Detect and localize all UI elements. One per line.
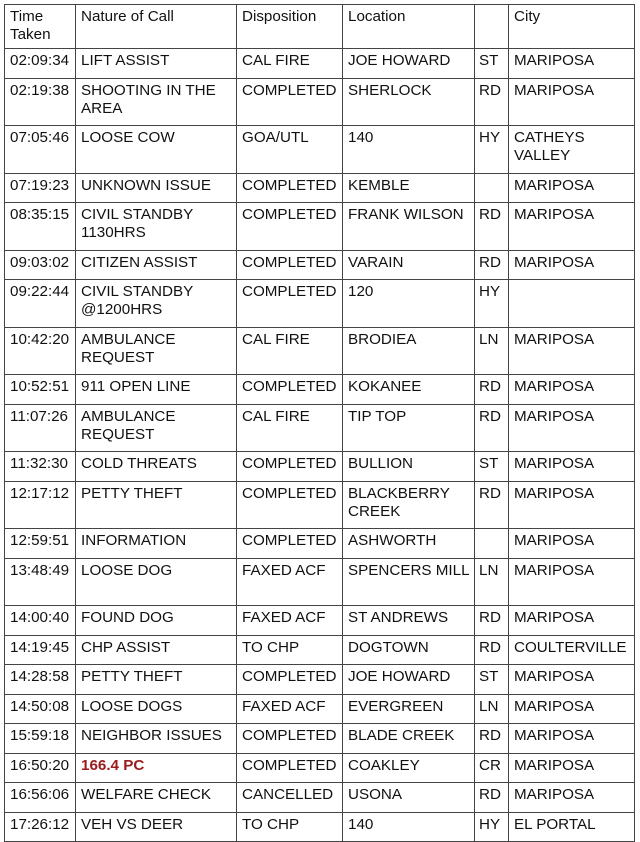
street-type-cell: RD: [475, 724, 509, 754]
header-street-type: [475, 5, 509, 49]
header-disposition: Disposition: [237, 5, 343, 49]
disposition-cell: GOA/UTL: [237, 126, 343, 174]
time-cell: 16:50:20: [5, 753, 76, 783]
call-cell: INFORMATION: [76, 529, 237, 559]
call-cell: LOOSE COW: [76, 126, 237, 174]
city-cell: MARIPOSA: [509, 173, 635, 203]
table-row: [5, 481, 635, 529]
street-type-cell: ST: [475, 452, 509, 482]
disposition-cell: CANCELLED: [237, 783, 343, 813]
street-type-cell: HY: [475, 280, 509, 328]
city-cell: MARIPOSA: [509, 481, 635, 529]
street-type-cell: HY: [475, 126, 509, 174]
table-row: [5, 126, 635, 174]
location-cell: BRODIEA: [343, 327, 475, 375]
location-cell: VARAIN: [343, 250, 475, 280]
header-location: Location: [343, 5, 475, 49]
city-cell: MARIPOSA: [509, 203, 635, 251]
time-cell: 10:52:51: [5, 375, 76, 405]
disposition-cell: COMPLETED: [237, 173, 343, 203]
city-cell: MARIPOSA: [509, 78, 635, 126]
location-cell: ASHWORTH: [343, 529, 475, 559]
city-cell: MARIPOSA: [509, 452, 635, 482]
disposition-cell: FAXED ACF: [237, 558, 343, 606]
city-cell: MARIPOSA: [509, 606, 635, 636]
street-type-cell: RD: [475, 375, 509, 405]
location-cell: KOKANEE: [343, 375, 475, 405]
table-row: [5, 173, 635, 203]
table-row: [5, 724, 635, 754]
time-cell: 13:48:49: [5, 558, 76, 606]
location-cell: JOE HOWARD: [343, 49, 475, 79]
table-row: [5, 375, 635, 405]
disposition-cell: CAL FIRE: [237, 49, 343, 79]
city-cell: MARIPOSA: [509, 665, 635, 695]
time-cell: 02:09:34: [5, 49, 76, 79]
table-row: [5, 753, 635, 783]
call-cell: 166.4 PC: [76, 753, 237, 783]
city-cell: MARIPOSA: [509, 724, 635, 754]
location-cell: FRANK WILSON: [343, 203, 475, 251]
call-cell: CHP ASSIST: [76, 635, 237, 665]
call-cell: PETTY THEFT: [76, 481, 237, 529]
street-type-cell: RD: [475, 78, 509, 126]
table-row: [5, 812, 635, 842]
table-row: [5, 203, 635, 251]
table-row: [5, 558, 635, 606]
location-cell: 140: [343, 812, 475, 842]
city-cell: MARIPOSA: [509, 529, 635, 559]
city-cell: MARIPOSA: [509, 694, 635, 724]
call-log-table: [4, 4, 635, 842]
street-type-cell: ST: [475, 49, 509, 79]
city-cell: MARIPOSA: [509, 404, 635, 452]
call-cell: NEIGHBOR ISSUES: [76, 724, 237, 754]
street-type-cell: RD: [475, 635, 509, 665]
location-cell: SPENCERS MILL: [343, 558, 475, 606]
location-cell: EVERGREEN: [343, 694, 475, 724]
city-cell: MARIPOSA: [509, 753, 635, 783]
time-cell: 14:50:08: [5, 694, 76, 724]
street-type-cell: RD: [475, 404, 509, 452]
call-cell: AMBULANCE REQUEST: [76, 327, 237, 375]
table-row: [5, 78, 635, 126]
disposition-cell: COMPLETED: [237, 665, 343, 695]
time-cell: 09:03:02: [5, 250, 76, 280]
time-cell: 08:35:15: [5, 203, 76, 251]
city-cell: MARIPOSA: [509, 327, 635, 375]
city-cell: EL PORTAL: [509, 812, 635, 842]
disposition-cell: COMPLETED: [237, 753, 343, 783]
disposition-cell: COMPLETED: [237, 280, 343, 328]
city-cell: CATHEYS VALLEY: [509, 126, 635, 174]
header-city: City: [509, 5, 635, 49]
location-cell: 140: [343, 126, 475, 174]
call-cell: 911 OPEN LINE: [76, 375, 237, 405]
location-cell: BLACKBERRY CREEK: [343, 481, 475, 529]
street-type-cell: LN: [475, 558, 509, 606]
location-cell: BLADE CREEK: [343, 724, 475, 754]
disposition-cell: COMPLETED: [237, 375, 343, 405]
street-type-cell: RD: [475, 783, 509, 813]
disposition-cell: TO CHP: [237, 812, 343, 842]
disposition-cell: TO CHP: [237, 635, 343, 665]
call-cell: PETTY THEFT: [76, 665, 237, 695]
table-row: [5, 529, 635, 559]
disposition-cell: FAXED ACF: [237, 606, 343, 636]
disposition-cell: COMPLETED: [237, 724, 343, 754]
time-cell: 15:59:18: [5, 724, 76, 754]
city-cell: MARIPOSA: [509, 783, 635, 813]
disposition-cell: COMPLETED: [237, 203, 343, 251]
disposition-cell: COMPLETED: [237, 78, 343, 126]
table-row: [5, 327, 635, 375]
header-time-taken: Time Taken: [5, 5, 76, 49]
time-cell: 14:00:40: [5, 606, 76, 636]
call-cell: SHOOTING IN THE AREA: [76, 78, 237, 126]
time-cell: 11:32:30: [5, 452, 76, 482]
call-cell: LIFT ASSIST: [76, 49, 237, 79]
disposition-cell: COMPLETED: [237, 452, 343, 482]
table-row: [5, 783, 635, 813]
street-type-cell: ST: [475, 665, 509, 695]
time-cell: 02:19:38: [5, 78, 76, 126]
table-row: [5, 404, 635, 452]
call-cell: AMBULANCE REQUEST: [76, 404, 237, 452]
street-type-cell: RD: [475, 250, 509, 280]
time-cell: 17:26:12: [5, 812, 76, 842]
city-cell: MARIPOSA: [509, 375, 635, 405]
table-row: [5, 635, 635, 665]
disposition-cell: COMPLETED: [237, 481, 343, 529]
location-cell: KEMBLE: [343, 173, 475, 203]
location-cell: TIP TOP: [343, 404, 475, 452]
city-cell: [509, 280, 635, 328]
street-type-cell: LN: [475, 694, 509, 724]
time-cell: 14:28:58: [5, 665, 76, 695]
disposition-cell: CAL FIRE: [237, 327, 343, 375]
table-row: [5, 694, 635, 724]
location-cell: SHERLOCK: [343, 78, 475, 126]
time-cell: 09:22:44: [5, 280, 76, 328]
location-cell: JOE HOWARD: [343, 665, 475, 695]
street-type-cell: [475, 529, 509, 559]
time-cell: 12:59:51: [5, 529, 76, 559]
table-row: [5, 452, 635, 482]
street-type-cell: LN: [475, 327, 509, 375]
location-cell: BULLION: [343, 452, 475, 482]
city-cell: COULTERVILLE: [509, 635, 635, 665]
call-cell: CIVIL STANDBY @1200HRS: [76, 280, 237, 328]
disposition-cell: COMPLETED: [237, 529, 343, 559]
location-cell: ST ANDREWS: [343, 606, 475, 636]
time-cell: 12:17:12: [5, 481, 76, 529]
call-cell: WELFARE CHECK: [76, 783, 237, 813]
table-row: [5, 49, 635, 79]
table-row: [5, 250, 635, 280]
street-type-cell: RD: [475, 203, 509, 251]
call-cell: LOOSE DOG: [76, 558, 237, 606]
disposition-cell: FAXED ACF: [237, 694, 343, 724]
header-nature-of-call: Nature of Call: [76, 5, 237, 49]
city-cell: MARIPOSA: [509, 250, 635, 280]
time-cell: 14:19:45: [5, 635, 76, 665]
location-cell: DOGTOWN: [343, 635, 475, 665]
call-cell: CIVIL STANDBY 1130HRS: [76, 203, 237, 251]
call-cell: UNKNOWN ISSUE: [76, 173, 237, 203]
table-row: [5, 665, 635, 695]
street-type-cell: RD: [475, 481, 509, 529]
street-type-cell: [475, 173, 509, 203]
street-type-cell: HY: [475, 812, 509, 842]
location-cell: 120: [343, 280, 475, 328]
time-cell: 10:42:20: [5, 327, 76, 375]
time-cell: 07:19:23: [5, 173, 76, 203]
call-cell: VEH VS DEER: [76, 812, 237, 842]
street-type-cell: CR: [475, 753, 509, 783]
city-cell: MARIPOSA: [509, 49, 635, 79]
time-cell: 07:05:46: [5, 126, 76, 174]
table-row: [5, 606, 635, 636]
table-row: [5, 280, 635, 328]
street-type-cell: RD: [475, 606, 509, 636]
disposition-cell: COMPLETED: [237, 250, 343, 280]
call-cell: CITIZEN ASSIST: [76, 250, 237, 280]
call-cell: LOOSE DOGS: [76, 694, 237, 724]
disposition-cell: CAL FIRE: [237, 404, 343, 452]
time-cell: 11:07:26: [5, 404, 76, 452]
header-row: [5, 5, 635, 49]
location-cell: USONA: [343, 783, 475, 813]
call-cell: COLD THREATS: [76, 452, 237, 482]
city-cell: MARIPOSA: [509, 558, 635, 606]
location-cell: COAKLEY: [343, 753, 475, 783]
call-cell: FOUND DOG: [76, 606, 237, 636]
time-cell: 16:56:06: [5, 783, 76, 813]
